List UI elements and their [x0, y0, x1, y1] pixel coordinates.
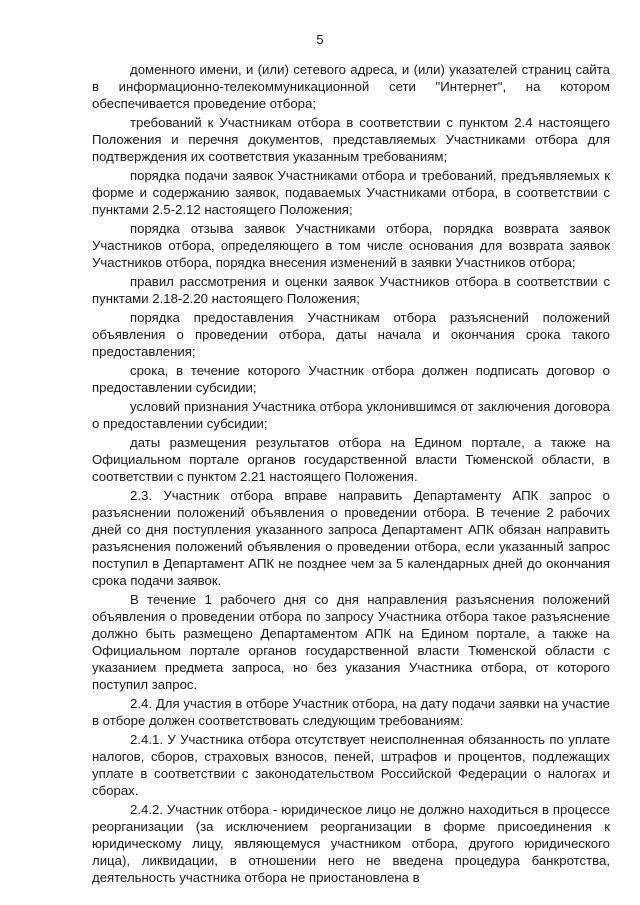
paragraph-evasion-conditions: условий признания Участника отбора уклонившимся от заключения договора о предоставлении субсидии;: [92, 399, 610, 431]
page-number: 5: [316, 32, 324, 47]
paragraph-domain-name: доменного имени, и (или) сетевого адреса, и (или) указателей страниц сайта в информационно-телекоммуникационной сети "Интернет", на котором обеспечивается проведение отбора;: [92, 62, 610, 111]
page-body: [92, 61, 610, 888]
paragraph-clarification-procedure: порядка предоставления Участникам отбора разъяснений положений объявления о проведении отбора, даты начала и окончания срока такого предоставления;: [92, 310, 610, 359]
paragraph-section-2-4-2: 2.4.2. Участник отбора - юридическое лицо не должно находиться в процессе реорганизации (за исключением реорганизации в форме присоединения к юридическому лицу, являющемуся участником отбора, другого юридического лица), ликвидации, в отношении него не введена процедура банкротства, деятельность участника отбора не приостановлена в: [92, 802, 610, 885]
paragraph-section-2-4-1: 2.4.1. У Участника отбора отсутствует неисполненная обязанность по уплате налогов, сборов, страховых взносов, пеней, штрафов и процентов, подлежащих уплате в соответствии с законодательством Российской Федерации о налогах и сборах.: [92, 732, 610, 798]
paragraph-submission-procedure: порядка подачи заявок Участниками отбора и требований, предъявляемых к форме и содержанию заявок, подаваемых Участниками отбора, в соответствии с пунктами 2.5-2.12 настоящего Положения;: [92, 168, 610, 217]
paragraph-section-2-4: 2.4. Для участия в отборе Участник отбора, на дату подачи заявки на участие в отборе должен соответствовать следующим требованиям:: [92, 696, 610, 728]
paragraph-evaluation-rules: правил рассмотрения и оценки заявок Участников отбора в соответствии с пунктами 2.18-2.20 настоящего Положения;: [92, 274, 610, 306]
paragraph-clarification-publication: В течение 1 рабочего дня со дня направления разъяснения положений объявления о проведении отбора по запросу Участника отбора такое разъяснение должно быть размещено Департаментом АПК на Едином портале, а также на Официальном портале органов государственной власти Тюменской области с указанием предмета запроса, но без указания Участника отбора, от которого поступил запрос.: [92, 592, 610, 692]
paragraph-withdrawal-procedure: порядка отзыва заявок Участниками отбора, порядка возврата заявок Участников отбора, определяющего в том числе основания для возврата заявок Участников отбора, порядка внесения изменений в заявки Участников отбора;: [92, 221, 610, 270]
paragraph-section-2-3: 2.3. Участник отбора вправе направить Департаменту АПК запрос о разъяснении положений объявления о проведении отбора. В течение 2 рабочих дней со дня поступления указанного запроса Департамент АПК обязан направить разъяснения положений объявления о проведении отбора, если указанный запрос поступил в Департамент АПК не позднее чем за 5 календарных дней до окончания срока подачи заявок.: [92, 488, 610, 588]
paragraph-results-publication: даты размещения результатов отбора на Едином портале, а также на Официальном портале органов государственной власти Тюменской области, в соответствии с пунктом 2.21 настоящего Положения.: [92, 435, 610, 484]
paragraph-participant-requirements: требований к Участникам отбора в соответствии с пунктом 2.4 настоящего Положения и перечня документов, представляемых Участниками отбора для подтверждения их соответствия указанным требованиям;: [92, 115, 610, 164]
paragraph-contract-deadline: срока, в течение которого Участник отбора должен подписать договор о предоставлении субсидии;: [92, 363, 610, 395]
